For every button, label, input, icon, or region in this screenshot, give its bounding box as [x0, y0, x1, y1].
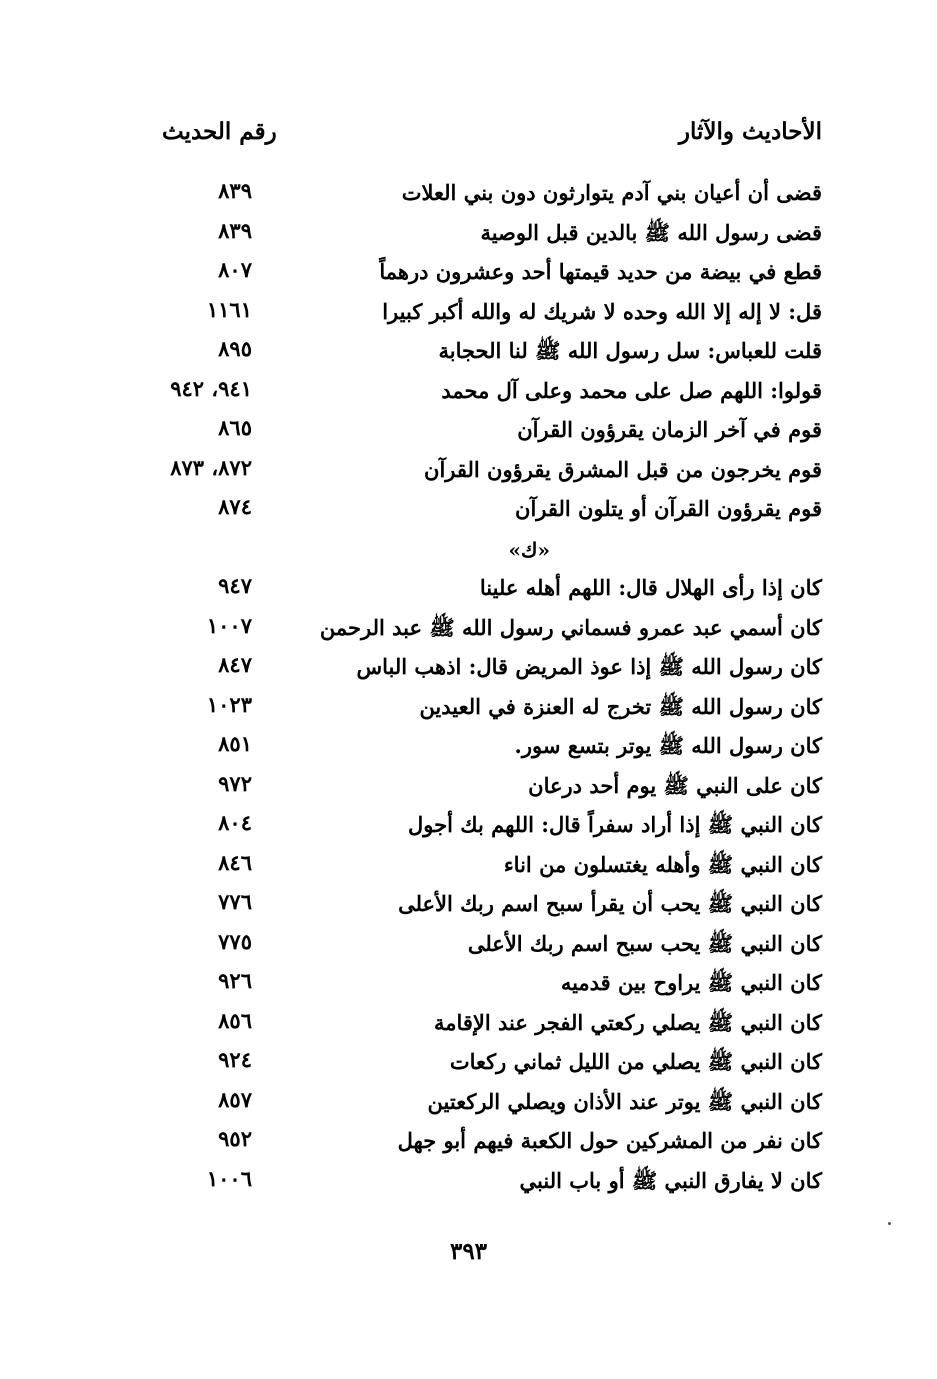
hadith-number: ٨٧٤: [218, 494, 252, 519]
hadith-number: ٨٣٩: [218, 178, 252, 203]
hadith-text: كان النبي ﷺ يصلي من الليل ثماني ركعات: [449, 1049, 822, 1074]
table-header: [120, 118, 830, 158]
hadith-text: كان إذا رأى الهلال قال: اللهم أهله علينا: [479, 575, 822, 600]
hadith-number: ٩٧٢: [218, 770, 252, 796]
list-item: [120, 176, 830, 216]
list-item: [120, 492, 830, 532]
hadith-text: كان النبي ﷺ وأهله يغتسلون من اناء: [503, 851, 822, 877]
hadith-text: قضى أن أعيان بني آدم يتوارثون دون بني العلات: [401, 180, 822, 205]
list-item: [120, 769, 830, 809]
hadith-text: قطع في بيضة من حديد قيمتها أحد وعشرون درهماً: [379, 259, 822, 284]
section-heading-row: [120, 532, 830, 572]
hadith-number: ١٠٢٣: [206, 691, 252, 717]
list-item: [120, 729, 830, 769]
hadith-text: كان رسول الله ﷺ تخرج له العنزة في العيدين: [419, 693, 822, 719]
hadith-number: ٨٥٧: [218, 1086, 252, 1112]
hadith-text: كان أسمي عبد عمرو فسماني رسول الله ﷺ عبد الرحمن: [319, 614, 822, 640]
hadith-text: كان لا يفارق النبي ﷺ أو باب النبي: [519, 1167, 822, 1193]
hadith-text: كان النبي ﷺ يوتر عند الأذان ويصلي الركعتين: [427, 1088, 822, 1114]
list-item: [120, 334, 830, 374]
print-speck: [888, 1222, 891, 1225]
list-item: [120, 413, 830, 453]
hadith-number: ٨٠٤: [218, 810, 252, 835]
hadith-number: ٨٦٥: [218, 415, 252, 440]
hadith-text: قوم يقرؤون القرآن أو يتلون القرآن: [515, 496, 822, 521]
hadith-number: ٧٧٥: [218, 928, 252, 954]
list-item: [120, 295, 830, 335]
hadith-text: قل: لا إله إلا الله وحده لا شريك له والله أكبر كبيرا: [382, 298, 822, 324]
hadith-text: قضى رسول الله ﷺ بالدين قبل الوصية: [480, 219, 822, 245]
list-item: [120, 808, 830, 848]
hadith-number-column-title: رقم الحديث: [162, 118, 277, 145]
hadith-text: كان النبي ﷺ يصلي ركعتي الفجر عند الإقامة: [433, 1009, 822, 1035]
hadith-index-list: [120, 176, 830, 1203]
hadith-text: كان نفر من المشركين حول الكعبة فيهم أبو جهل: [397, 1128, 822, 1153]
list-item: [120, 1164, 830, 1204]
list-item: [120, 966, 830, 1006]
list-item: [120, 1045, 830, 1085]
page-number: ٣٩٣: [449, 1238, 488, 1265]
hadith-text: قلت للعباس: سل رسول الله ﷺ لنا الحجابة: [438, 338, 822, 363]
section-letter: «ك»: [508, 537, 550, 562]
hadith-text: كان النبي ﷺ يحب أن يقرأ سبح اسم ربك الأعلى: [398, 891, 822, 916]
list-item: [120, 1085, 830, 1125]
hadith-number: ٨٥٦: [218, 1007, 252, 1033]
hadith-text: قوم في آخر الزمان يقرؤون القرآن: [517, 417, 822, 442]
hadith-number: ٧٧٦: [218, 889, 252, 914]
hadith-number: ٨٣٩: [218, 217, 252, 243]
hadith-text: كان على النبي ﷺ يوم أحد درعان: [528, 772, 822, 798]
hadith-number: ٨٤٦: [218, 849, 252, 875]
list-item: [120, 927, 830, 967]
hadith-text: كان النبي ﷺ يراوح بين قدميه: [560, 970, 822, 995]
hadith-text: كان رسول الله ﷺ إذا عوذ المريض قال: اذهب الباس: [356, 654, 822, 679]
hadith-number: ٨٩٥: [218, 336, 252, 361]
list-item: [120, 887, 830, 927]
hadith-number: ١٠٠٦: [206, 1165, 252, 1191]
hadith-column-title: الأحاديث والآثار: [678, 118, 822, 145]
hadith-number: ٩٤١، ٩٤٢: [170, 375, 252, 401]
hadith-number: ١١٦١: [206, 296, 252, 322]
hadith-number: ٩٢٤: [218, 1047, 252, 1072]
list-item: [120, 1006, 830, 1046]
list-item: [120, 571, 830, 611]
hadith-number: ١٠٠٧: [206, 612, 252, 638]
list-item: [120, 611, 830, 651]
list-item: [120, 848, 830, 888]
hadith-number: ٨٧٢، ٨٧٣: [170, 454, 252, 480]
hadith-text: كان رسول الله ﷺ يوتر بتسع سور.: [514, 733, 822, 758]
hadith-text: كان النبي ﷺ إذا أراد سفراً قال: اللهم بك أجول: [408, 812, 822, 837]
hadith-number: ٩٢٦: [218, 968, 252, 993]
hadith-text: كان النبي ﷺ يحب سبح اسم ربك الأعلى: [467, 930, 822, 956]
hadith-number: ٨٠٧: [218, 257, 252, 282]
hadith-text: قولوا: اللهم صل على محمد وعلى آل محمد: [441, 377, 822, 403]
hadith-number: ٩٥٢: [218, 1126, 252, 1151]
list-item: [120, 216, 830, 256]
hadith-number: ٩٤٧: [218, 573, 252, 598]
list-item: [120, 650, 830, 690]
list-item: [120, 690, 830, 730]
list-item: [120, 255, 830, 295]
hadith-number: ٨٤٧: [218, 652, 252, 677]
hadith-text: قوم يخرجون من قبل المشرق يقرؤون القرآن: [424, 456, 822, 482]
hadith-number: ٨٥١: [218, 731, 252, 756]
list-item: [120, 1124, 830, 1164]
list-item: [120, 374, 830, 414]
list-item: [120, 453, 830, 493]
